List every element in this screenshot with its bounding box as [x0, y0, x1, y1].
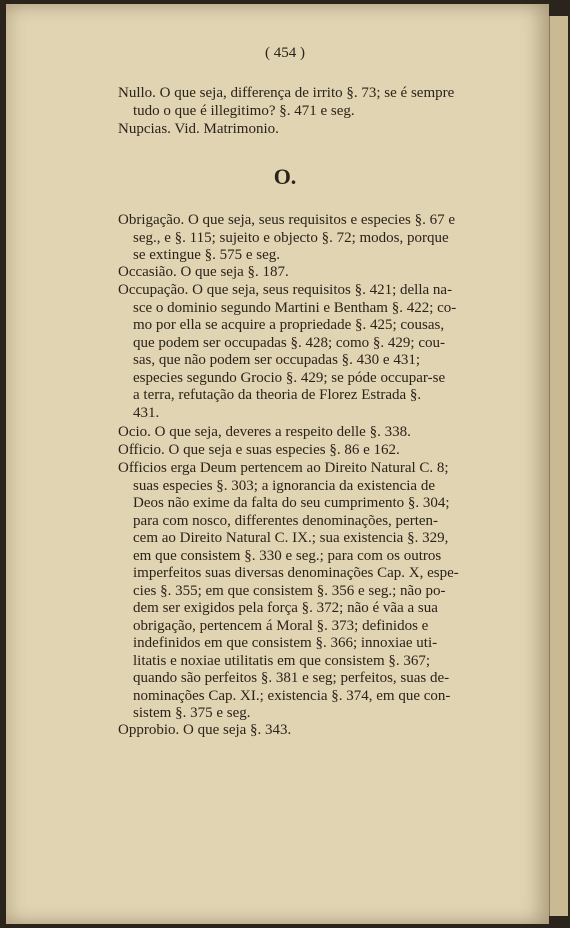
page-edge	[549, 16, 568, 916]
entry-line: suas especies §. 303; a ignorancia da existencia de	[133, 477, 435, 494]
entry-line: Occupação. O que seja, seus requisitos §. 421; della na-	[118, 282, 453, 298]
entry-line: Ocio. O que seja, deveres a respeito delle §. 338.	[118, 424, 411, 440]
entry-line: para com nosco, differentes denominações, perten-	[133, 512, 439, 529]
index-entry-nullo	[118, 85, 534, 120]
entry-line: imperfeitos suas diversas denominações Cap. X, espe-	[133, 565, 459, 581]
entry-line: Obrigação. O que seja, seus requisitos e especies §. 67 e	[118, 212, 455, 228]
entry-line: mo por ella se acquire a propriedade §. 425; cousas,	[133, 317, 445, 333]
entry-line: que podem ser occupadas §. 428; como §. 429; cou-	[133, 334, 446, 351]
entry-line: Nupcias. Vid. Matrimonio.	[118, 121, 279, 137]
section-letter: O.	[273, 164, 297, 189]
entry-line: em que consistem §. 330 e seg.; para com os outros	[133, 547, 442, 564]
index-entry-nupcias	[118, 121, 534, 139]
entry-line: litatis e noxiae utilitatis em que consistem §. 367;	[133, 652, 431, 669]
index-entry-obrigacao	[118, 212, 534, 265]
entry-line: sistem §. 375 e seg.	[133, 705, 251, 721]
entry-line: sas, que não podem ser occupadas §. 430 e 431;	[133, 352, 421, 368]
entry-line: Deos não exime da falta do seu cumprimento §. 304;	[133, 495, 450, 511]
entry-line: dem ser exigidos pela força §. 372; não é vãa a sua	[133, 600, 438, 616]
index-entry-occupacao	[118, 282, 534, 422]
entry-line: a terra, refutação da theoria de Florez Estrada §.	[133, 387, 422, 403]
entry-line: Officios erga Deum pertencem ao Direito Natural C. 8;	[118, 460, 449, 476]
index-entry-officio	[118, 442, 534, 460]
entry-line: 431.	[133, 404, 160, 421]
entry-line: indefinidos em que consistem §. 366; innoxiae uti-	[133, 635, 438, 651]
page-number: ( 454 )	[265, 45, 305, 61]
index-entry-opprobio	[118, 722, 534, 740]
index-entry-officios	[118, 460, 534, 723]
entry-line: Nullo. O que seja, differença de irrito §. 73; se é sempre	[118, 85, 455, 101]
index-entry-occasiao	[118, 264, 534, 282]
entry-line: Occasião. O que seja §. 187.	[118, 264, 289, 280]
entry-line: obrigação, pertencem á Moral §. 373; definidos e	[133, 617, 429, 634]
entry-line: cies §. 355; em que consistem §. 356 e seg.; não po-	[133, 582, 446, 599]
entry-line: cem ao Direito Natural C. IX.; sua existencia §. 329,	[133, 530, 449, 546]
index-entry-ocio	[118, 424, 534, 442]
entry-line: nominações Cap. XI.; existencia §. 374, em que con-	[133, 687, 451, 704]
entry-line: Opprobio. O que seja §. 343.	[118, 722, 292, 738]
entry-line: Officio. O que seja e suas especies §. 86 e 162.	[118, 442, 400, 458]
entry-line: quando são perfeitos §. 381 e seg; perfeitos, suas de-	[133, 670, 450, 686]
entry-line: se extingue §. 575 e seg.	[133, 247, 281, 263]
entry-line: seg., e §. 115; sujeito e objecto §. 72; modos, porque	[133, 229, 449, 246]
entry-line: tudo o que é illegitimo? §. 471 e seg.	[133, 102, 355, 119]
entry-line: especies segundo Grocio §. 429; se póde occupar-se	[133, 369, 446, 386]
entry-line: sce o dominio segundo Martini e Bentham §. 422; co-	[133, 299, 457, 316]
